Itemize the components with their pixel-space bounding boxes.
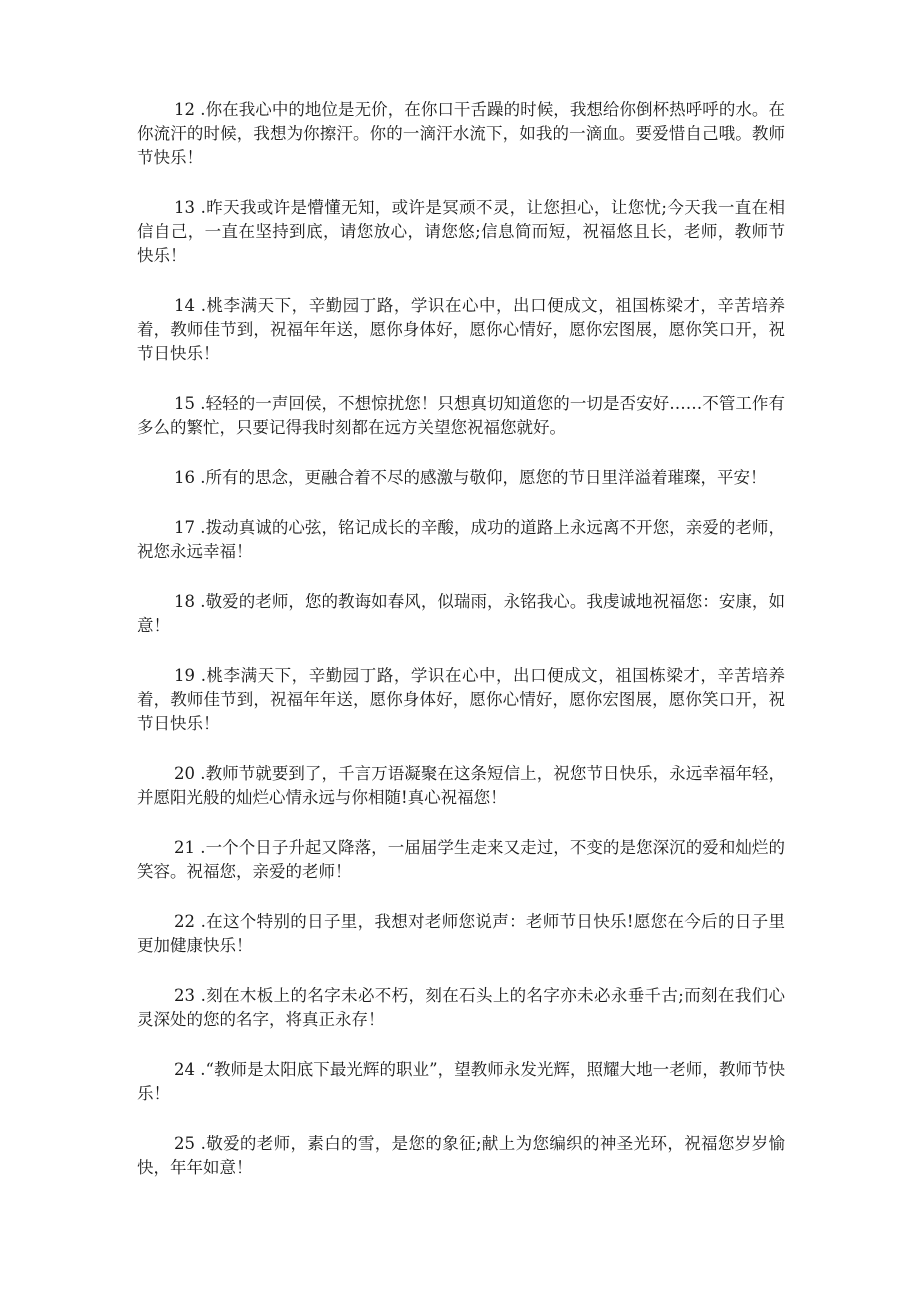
paragraph-19: 19 .桃李满天下，辛勤园丁路，学识在心中，出口便成文，祖国栋梁才，辛苦培养着，教师佳节到，祝福年年送，愿你身体好，愿你心情好，愿你宏图展，愿你笑口开，祝节日快乐！ — [137, 666, 785, 733]
paragraph-15: 15 .轻轻的一声回侯，不想惊扰您！只想真切知道您的一切是否安好……不管工作有多么的繁忙，只要记得我时刻都在远方关望您祝福您就好。 — [137, 394, 785, 437]
paragraph-12: 12 .你在我心中的地位是无价，在你口干舌躁的时候，我想给你倒杯热呼呼的水。在你流汗的时候，我想为你擦汗。你的一滴汗水流下，如我的一滴血。要爱惜自己哦。教师节快乐！ — [137, 100, 785, 167]
paragraph-14: 14 .桃李满天下，辛勤园丁路，学识在心中，出口便成文，祖国栋梁才，辛苦培养着，教师佳节到，祝福年年送，愿你身体好，愿你心情好，愿你宏图展，愿你笑口开，祝节日快乐！ — [137, 296, 785, 363]
paragraph-13: 13 .昨天我或许是懵懂无知，或许是冥顽不灵，让您担心，让您忧;今天我一直在相信自己，一直在坚持到底，请您放心，请您悠;信息简而短，祝福悠且长，老师，教师节快乐！ — [137, 198, 785, 265]
paragraph-18: 18 .敬爱的老师，您的教诲如春风，似瑞雨，永铭我心。我虔诚地祝福您：安康，如意！ — [137, 592, 785, 635]
paragraph-24: 24 .“教师是太阳底下最光辉的职业”，望教师永发光辉，照耀大地一老师，教师节快乐！ — [137, 1060, 785, 1103]
document-body — [137, 98, 785, 1206]
paragraph-22: 22 .在这个特别的日子里，我想对老师您说声：老师节日快乐!愿您在今后的日子里更加健康快乐！ — [137, 912, 785, 955]
paragraph-16: 16 .所有的思念，更融合着不尽的感激与敬仰，愿您的节日里洋溢着璀璨，平安！ — [174, 468, 767, 487]
paragraph-17: 17 .拨动真诚的心弦，铭记成长的辛酸，成功的道路上永远离不开您，亲爱的老师，祝您永远幸福！ — [137, 518, 785, 561]
paragraph-25: 25 .敬爱的老师，素白的雪，是您的象征;献上为您编织的神圣光环，祝福您岁岁愉快，年年如意！ — [137, 1134, 785, 1177]
paragraph-20: 20 .教师节就要到了，千言万语凝聚在这条短信上，祝您节日快乐，永远幸福年轻，并愿阳光般的灿烂心情永远与你相随!真心祝福您！ — [137, 764, 785, 807]
paragraph-21: 21 .一个个日子升起又降落，一届届学生走来又走过，不变的是您深沉的爱和灿烂的笑容。祝福您，亲爱的老师！ — [137, 838, 785, 881]
paragraph-23: 23 .刻在木板上的名字未必不朽，刻在石头上的名字亦未必永垂千古;而刻在我们心灵深处的您的名字，将真正永存！ — [137, 986, 785, 1029]
